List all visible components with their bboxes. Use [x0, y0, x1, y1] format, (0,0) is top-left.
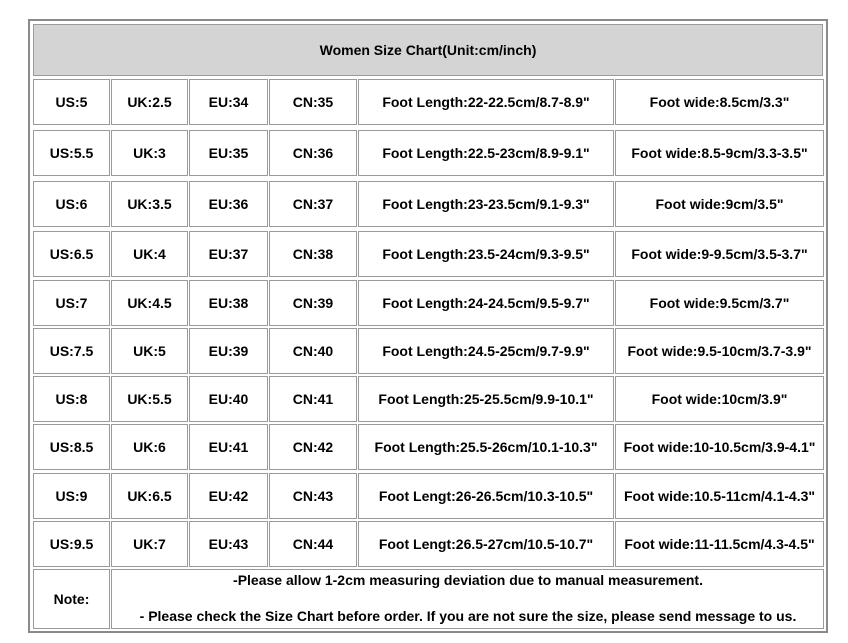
- uk-size-cell: UK:7: [111, 521, 188, 567]
- uk-size-cell: UK:6.5: [111, 473, 188, 519]
- foot-length-cell: Foot Length:24.5-25cm/9.7-9.9": [358, 328, 614, 374]
- foot-width-cell: Foot wide:10cm/3.9": [615, 376, 824, 422]
- foot-length-cell: Foot Length:22.5-23cm/8.9-9.1": [358, 130, 614, 176]
- foot-length-cell: Foot Length:24-24.5cm/9.5-9.7": [358, 280, 614, 326]
- uk-size-cell: UK:5: [111, 328, 188, 374]
- foot-length-cell: Foot Length:25-25.5cm/9.9-10.1": [358, 376, 614, 422]
- uk-size-cell: UK:4.5: [111, 280, 188, 326]
- us-size-cell: US:8.5: [33, 424, 110, 470]
- foot-width-cell: Foot wide:10-10.5cm/3.9-4.1": [615, 424, 824, 470]
- uk-size-cell: UK:3.5: [111, 181, 188, 227]
- foot-width-cell: Foot wide:8.5cm/3.3": [615, 79, 824, 125]
- foot-width-cell: Foot wide:9.5-10cm/3.7-3.9": [615, 328, 824, 374]
- foot-length-cell: Foot Length:23-23.5cm/9.1-9.3": [358, 181, 614, 227]
- foot-length-cell: Foot Length:25.5-26cm/10.1-10.3": [358, 424, 614, 470]
- cn-size-cell: CN:35: [269, 79, 357, 125]
- eu-size-cell: EU:39: [189, 328, 268, 374]
- foot-width-cell: Foot wide:11-11.5cm/4.3-4.5": [615, 521, 824, 567]
- us-size-cell: US:6.5: [33, 231, 110, 277]
- foot-length-cell: Foot Length:23.5-24cm/9.3-9.5": [358, 231, 614, 277]
- us-size-cell: US:9: [33, 473, 110, 519]
- chart-title: Women Size Chart(Unit:cm/inch): [33, 24, 823, 76]
- foot-width-cell: Foot wide:9cm/3.5": [615, 181, 824, 227]
- cn-size-cell: CN:39: [269, 280, 357, 326]
- note-line-1: -Please allow 1-2cm measuring deviation due to manual measurement.: [233, 572, 703, 588]
- cn-size-cell: CN:41: [269, 376, 357, 422]
- cn-size-cell: CN:36: [269, 130, 357, 176]
- foot-length-cell: Foot Length:22-22.5cm/8.7-8.9": [358, 79, 614, 125]
- cn-size-cell: CN:38: [269, 231, 357, 277]
- size-chart: [28, 19, 828, 633]
- eu-size-cell: EU:42: [189, 473, 268, 519]
- foot-width-cell: Foot wide:9.5cm/3.7": [615, 280, 824, 326]
- foot-width-cell: Foot wide:8.5-9cm/3.3-3.5": [615, 130, 824, 176]
- foot-length-cell: Foot Lengt:26-26.5cm/10.3-10.5": [358, 473, 614, 519]
- cn-size-cell: CN:44: [269, 521, 357, 567]
- uk-size-cell: UK:4: [111, 231, 188, 277]
- uk-size-cell: UK:6: [111, 424, 188, 470]
- cn-size-cell: CN:42: [269, 424, 357, 470]
- us-size-cell: US:7.5: [33, 328, 110, 374]
- eu-size-cell: EU:37: [189, 231, 268, 277]
- us-size-cell: US:5: [33, 79, 110, 125]
- foot-length-cell: Foot Lengt:26.5-27cm/10.5-10.7": [358, 521, 614, 567]
- foot-width-cell: Foot wide:10.5-11cm/4.1-4.3": [615, 473, 824, 519]
- eu-size-cell: EU:34: [189, 79, 268, 125]
- cn-size-cell: CN:40: [269, 328, 357, 374]
- eu-size-cell: EU:35: [189, 130, 268, 176]
- eu-size-cell: EU:43: [189, 521, 268, 567]
- us-size-cell: US:8: [33, 376, 110, 422]
- uk-size-cell: UK:5.5: [111, 376, 188, 422]
- us-size-cell: US:6: [33, 181, 110, 227]
- uk-size-cell: UK:3: [111, 130, 188, 176]
- cn-size-cell: CN:43: [269, 473, 357, 519]
- eu-size-cell: EU:40: [189, 376, 268, 422]
- eu-size-cell: EU:36: [189, 181, 268, 227]
- uk-size-cell: UK:2.5: [111, 79, 188, 125]
- eu-size-cell: EU:38: [189, 280, 268, 326]
- foot-width-cell: Foot wide:9-9.5cm/3.5-3.7": [615, 231, 824, 277]
- us-size-cell: US:9.5: [33, 521, 110, 567]
- eu-size-cell: EU:41: [189, 424, 268, 470]
- note-label: Note:: [33, 569, 110, 629]
- cn-size-cell: CN:37: [269, 181, 357, 227]
- us-size-cell: US:5.5: [33, 130, 110, 176]
- note-line-2: - Please check the Size Chart before order. If you are not sure the size, please send message to us.: [139, 608, 797, 624]
- us-size-cell: US:7: [33, 280, 110, 326]
